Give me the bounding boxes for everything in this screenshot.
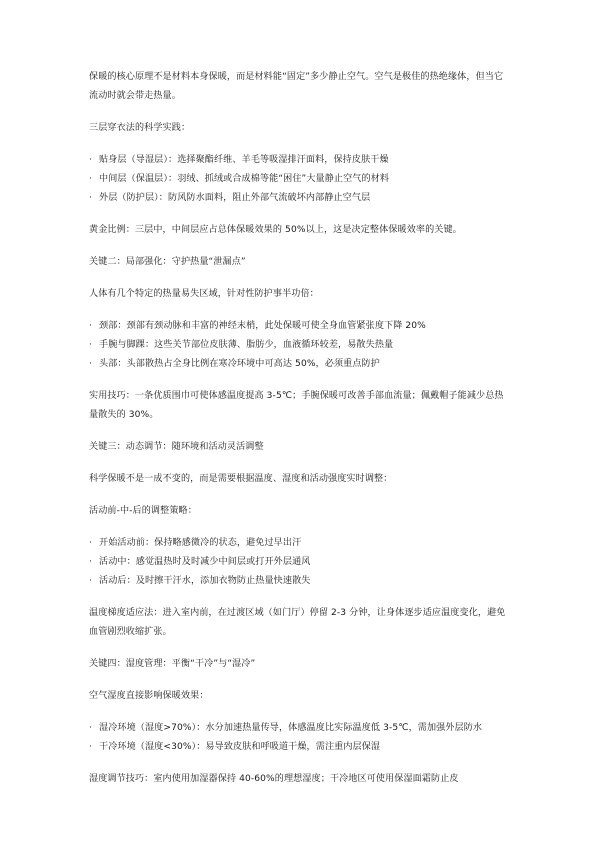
list-item: [89, 170, 509, 189]
bullet-dot-icon: ·: [89, 538, 92, 548]
list-item-text: 颈部：颈部有颈动脉和丰富的神经末梢，此处保暖可使全身血管紧张度下降 20%: [99, 321, 426, 331]
list-item: [89, 572, 509, 591]
bullet-dot-icon: ·: [89, 723, 92, 733]
paragraph: 人体有几个特定的热量易失区域，针对性防护事半功倍：: [89, 289, 319, 299]
list-item: [89, 738, 509, 757]
list-item-text: 中间层（保温层）：羽绒、抓绒或合成棉等能“困住”大量静止空气的材料: [99, 174, 390, 184]
list-item-text: 活动后：及时擦干汗水，添加衣物防止热量快速散失: [99, 576, 311, 586]
paragraph: 关键四：湿度管理：平衡“干冷”与“湿冷”: [89, 659, 256, 669]
paragraph: 活动前-中-后的调整策略：: [89, 506, 197, 516]
list-item-text: 活动中：感觉温热时及时减少中间层或打开外层通风: [99, 557, 311, 567]
bullet-list: [89, 317, 509, 374]
list-item-text: 贴身层（导湿层）：选择聚酯纤维、羊毛等吸湿排汗面料，保持皮肤干燥: [99, 155, 389, 165]
bullet-dot-icon: ·: [89, 174, 92, 184]
bullet-dot-icon: ·: [89, 576, 92, 586]
paragraph: 湿度调节技巧：室内使用加湿器保持 40-60%的理想湿度；干冷地区可使用保湿面霜防止皮: [89, 774, 459, 784]
bullet-dot-icon: ·: [89, 340, 92, 350]
list-item: [89, 336, 509, 355]
list-item-text: 头部：头部散热占全身比例在寒冷环境中可高达 50%，必须重点防护: [99, 359, 380, 369]
list-item: [89, 189, 509, 208]
list-item: [89, 719, 509, 738]
document-body: [89, 68, 509, 802]
list-item-text: 外层（防护层）：防风防水面料，阻止外部气流破坏内部静止空气层: [99, 193, 371, 203]
bullet-dot-icon: ·: [89, 359, 92, 369]
list-item: [89, 355, 509, 374]
list-item-text: 湿冷环境（湿度>70%）：水分加速热量传导，体感温度比实际温度低 3-5℃，需加强外层防水: [99, 723, 483, 733]
paragraph: 关键二：局部强化：守护热量“泄漏点”: [89, 257, 246, 267]
paragraph: 黄金比例：三层中，中间层应占总体保暖效果的 50%以上，这是决定整体保暖效率的关键。: [89, 225, 462, 235]
bullet-list: [89, 534, 509, 591]
list-item: [89, 317, 509, 336]
list-item: [89, 151, 509, 170]
bullet-dot-icon: ·: [89, 193, 92, 203]
paragraph: 实用技巧：一条优质围巾可使体感温度提高 3-5℃；手腕保暖可改善手部血流量；佩戴帽子能减少总热量散失的 30%。: [89, 391, 504, 420]
bullet-list: [89, 151, 509, 208]
list-item: [89, 553, 509, 572]
paragraph: 关键三：动态调节：随环境和活动灵活调整: [89, 442, 264, 452]
bullet-list: [89, 719, 509, 757]
paragraph: 空气湿度直接影响保暖效果：: [89, 691, 209, 701]
list-item-text: 开始活动前：保持略感微冷的状态，避免过早出汗: [99, 538, 302, 548]
list-item: [89, 534, 509, 553]
bullet-dot-icon: ·: [89, 155, 92, 165]
bullet-dot-icon: ·: [89, 742, 92, 752]
list-item-text: 手腕与脚踝：这些关节部位皮肤薄、脂肪少，血液循环较差，易散失热量: [99, 340, 394, 350]
bullet-dot-icon: ·: [89, 321, 92, 331]
paragraph: 温度梯度适应法：进入室内前，在过渡区域（如门厅）停留 2-3 分钟，让身体逐步适应温度变化，避免血管剧烈收缩扩张。: [89, 608, 506, 637]
paragraph: 保暖的核心原理不是材料本身保暖，而是材料能“固定”多少静止空气。空气是极佳的热绝缘体，但当它流动时就会带走热量。: [89, 72, 504, 101]
bullet-dot-icon: ·: [89, 557, 92, 567]
paragraph: 科学保暖不是一成不变的，而是需要根据温度、湿度和活动强度实时调整：: [89, 474, 393, 484]
paragraph: 三层穿衣法的科学实践：: [89, 123, 191, 133]
list-item-text: 干冷环境（湿度<30%）：易导致皮肤和呼吸道干燥，需注重内层保湿: [99, 742, 381, 752]
